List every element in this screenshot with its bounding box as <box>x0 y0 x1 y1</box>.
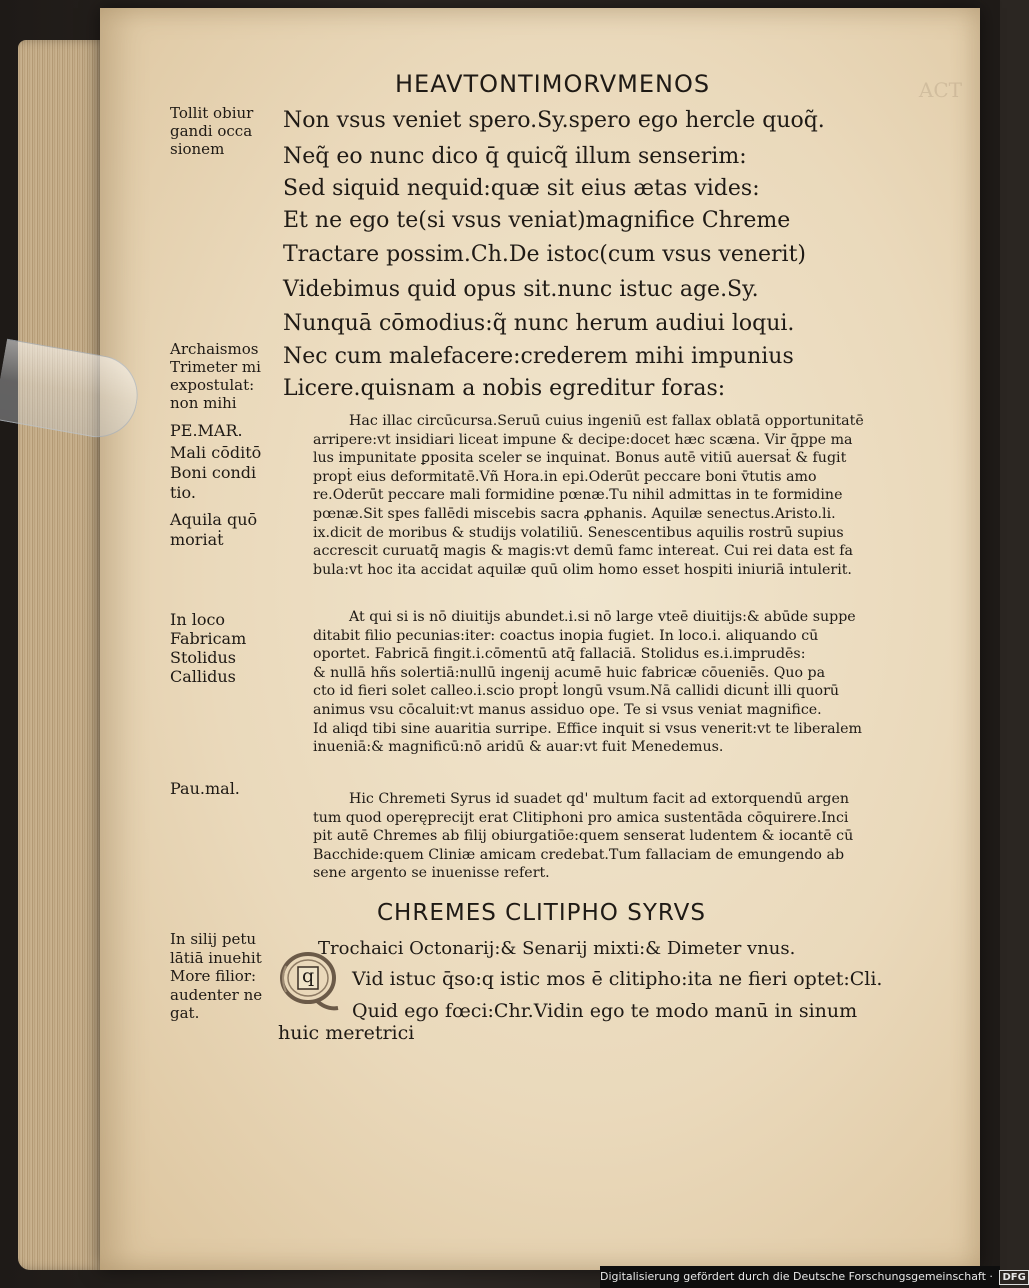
commentary-line: oportet. Fabricā fingit.i.cōmentū atq̄ fallaciā. Stolidus es.i.imprudēs: <box>313 646 806 663</box>
verse-line: Videbimus quid opus sit.nunc istuc age.Sy. <box>283 277 759 302</box>
commentary-line: accrescit curuatq̄ magis & magis:vt demū famc intereat. Cui rei data est fa <box>313 543 853 560</box>
commentary-line: Hac illac circūcursa.Seruū cuius ingeniū est fallax oblatā opportunitatē <box>349 413 864 429</box>
margin-line: Mali cōditō <box>170 443 262 462</box>
margin-line: sionem <box>170 140 225 158</box>
scene-line: Quid ego fœci:Chr.Vidin ego te modo manū in sinum <box>352 1000 858 1022</box>
verse-line: Non vsus veniet spero.Sy.spero ego hercle quoq̃. <box>283 108 825 133</box>
margin-line: Fabricam <box>170 629 247 648</box>
margin-note-aquila <box>170 510 257 550</box>
margin-line: lātiā inuehit <box>170 948 262 967</box>
commentary-line: & nullā hñs solertiā:nullū ingenij acumē huic fabricæ cōueniēs. Quo pa <box>313 664 826 681</box>
margin-line: non mihi <box>170 394 237 412</box>
initial-letter: q <box>302 965 315 987</box>
commentary-line: ix.dicit de moribus & studijs volatiliū. Senescentibus aquilis rostrū supius <box>313 524 844 541</box>
margin-note-tollit <box>170 104 253 158</box>
scene-speakers: CHREMES CLITIPHO SYRVS <box>377 900 706 926</box>
verse-line: Neq̃ eo nunc dico q̄ quicq̃ illum senserim: <box>283 144 747 169</box>
decorated-initial <box>276 950 342 1014</box>
margin-line: Callidus <box>170 667 236 686</box>
commentary-line: re.Oderūt peccare mali formidine pœnæ.Tu nihil admittas in te formidine <box>313 487 843 504</box>
commentary-line: cto id fieri solet calleo.i.scio propṫ longū vsum.Nā callidi dicunṫ illi quorū <box>313 683 839 700</box>
margin-line: More filior: <box>170 967 257 985</box>
commentary-line: pit autē Chremes ab filij obiurgatiōe:quem senserat ludentem & iocantē cū <box>313 828 854 845</box>
footer-text: Digitalisierung gefördert durch die Deutsche Forschungsgemeinschaft <box>600 1270 986 1283</box>
commentary-block <box>277 790 902 883</box>
margin-note-paumal: Pau.mal. <box>170 779 240 798</box>
margin-line: Archaismos <box>170 340 259 358</box>
verse-line: Nec cum malefacere:crederem mihi impunius <box>283 344 794 369</box>
margin-note-archaismos <box>170 340 261 412</box>
scene-line: Vid istuc q̄so:q istic mos ē clitipho:ita ne fieri optet:Cli. <box>352 968 883 990</box>
margin-line: Stolidus <box>170 648 237 667</box>
margin-line: audenter ne <box>170 985 263 1004</box>
running-head: HEAVTONTIMORVMENOS <box>395 70 711 98</box>
margin-note-inloco <box>170 610 246 686</box>
margin-line: In loco <box>170 610 226 629</box>
commentary-line: bula:vt hoc ita accidat aquilæ quū olim homo esset hospiti iniuriā intulerit. <box>313 561 852 578</box>
margin-line: moriaṫ <box>170 530 224 549</box>
margin-line: Aquila quō <box>170 510 258 529</box>
margin-line: Boni condi <box>170 463 257 482</box>
margin-line: gandi occa <box>170 122 253 140</box>
dfg-logo: DFG <box>999 1270 1028 1285</box>
commentary-line: animus vsu cōcaluit:vt manus assiduo ope. Te si vsus veniat magnifice. <box>313 701 822 718</box>
verse-line: Et ne ego te(si vsus veniat)magnifice Chreme <box>283 208 791 233</box>
commentary-line: Hic Chremeti Syrus id suadet qd' multum facit ad extorquendū argen <box>349 791 849 807</box>
commentary-line: pœnæ.Sit spes fallēdi miscebis sacra ꝓphanis. Aquilæ senectus.Aristo.li. <box>313 505 836 522</box>
commentary-block <box>277 608 902 757</box>
margin-line: Tollit obiur <box>170 104 254 122</box>
margin-note-mali <box>170 443 261 503</box>
bleed-through: ACT <box>918 78 962 102</box>
page-edges <box>18 40 108 1270</box>
margin-note-insilij <box>170 930 262 1023</box>
commentary-line: inueniā:& magnificū:nō aridū & auar:vt fuit Menedemus. <box>313 739 724 756</box>
margin-line: gat. <box>170 1004 200 1022</box>
commentary-line: Bacchide:quem Cliniæ amicam credebat.Tum fallaciam de emungendo ab <box>313 846 845 863</box>
commentary-line: arripere:vt insidiari liceat impune & decipe:docet hæc scæna. Vir q̄ppe ma <box>313 431 853 448</box>
margin-line: tio. <box>170 483 196 502</box>
margin-line: Trimeter mi <box>170 358 261 376</box>
commentary-line: lus impunitate ꝑposita sceler se inquinat. Bonus autē vitiū auersaṫ & fugit <box>313 450 847 467</box>
margin-line: In silij petu <box>170 930 257 948</box>
margin-line: expostulat: <box>170 376 255 394</box>
commentary-line: propṫ eius deformitatē.Vñ Hora.in epi.Oderūt peccare boni v̄tutis amo <box>313 468 817 485</box>
margin-note-pemar: PE.MAR. <box>170 421 243 440</box>
commentary-line: At qui si is nō diuitijs abundet.i.si nō large vteē diuitijs:& abūde suppe <box>349 609 856 625</box>
commentary-line: tum quod operęprecijt erat Clitiphoni pro amica sustentāda cōquirere.Inci <box>313 809 849 826</box>
verse-line: Licere.quisnam a nobis egreditur foras: <box>283 376 726 401</box>
scene-meter: Trochaici Octonarij:& Senarij mixti:& Dimeter vnus. <box>318 938 796 959</box>
commentary-line: ditabit filio pecunias:iter: coactus inopia fugiet. In loco.i. aliquando cū <box>313 627 819 644</box>
verse-line: Nunquā cōmodius:q̃ nunc herum audiui loqui. <box>283 311 795 336</box>
commentary-line: Id aliqd tibi sine auaritia surripe. Effice inquit si vsus venerit:vt te liberalem <box>313 720 863 737</box>
commentary-block <box>277 412 902 579</box>
verse-line: Tractare possim.Ch.De istoc(cum vsus venerit) <box>283 242 807 267</box>
funding-footer: Digitalisierung gefördert durch die Deutsche Forschungsgemeinschaft · DFG <box>600 1266 1000 1288</box>
scene-line: huic meretrici <box>278 1022 415 1044</box>
commentary-line: sene argento se inuenisse refert. <box>313 865 550 882</box>
verse-line: Sed siquid nequid:quæ sit eius ætas vides: <box>283 176 760 201</box>
